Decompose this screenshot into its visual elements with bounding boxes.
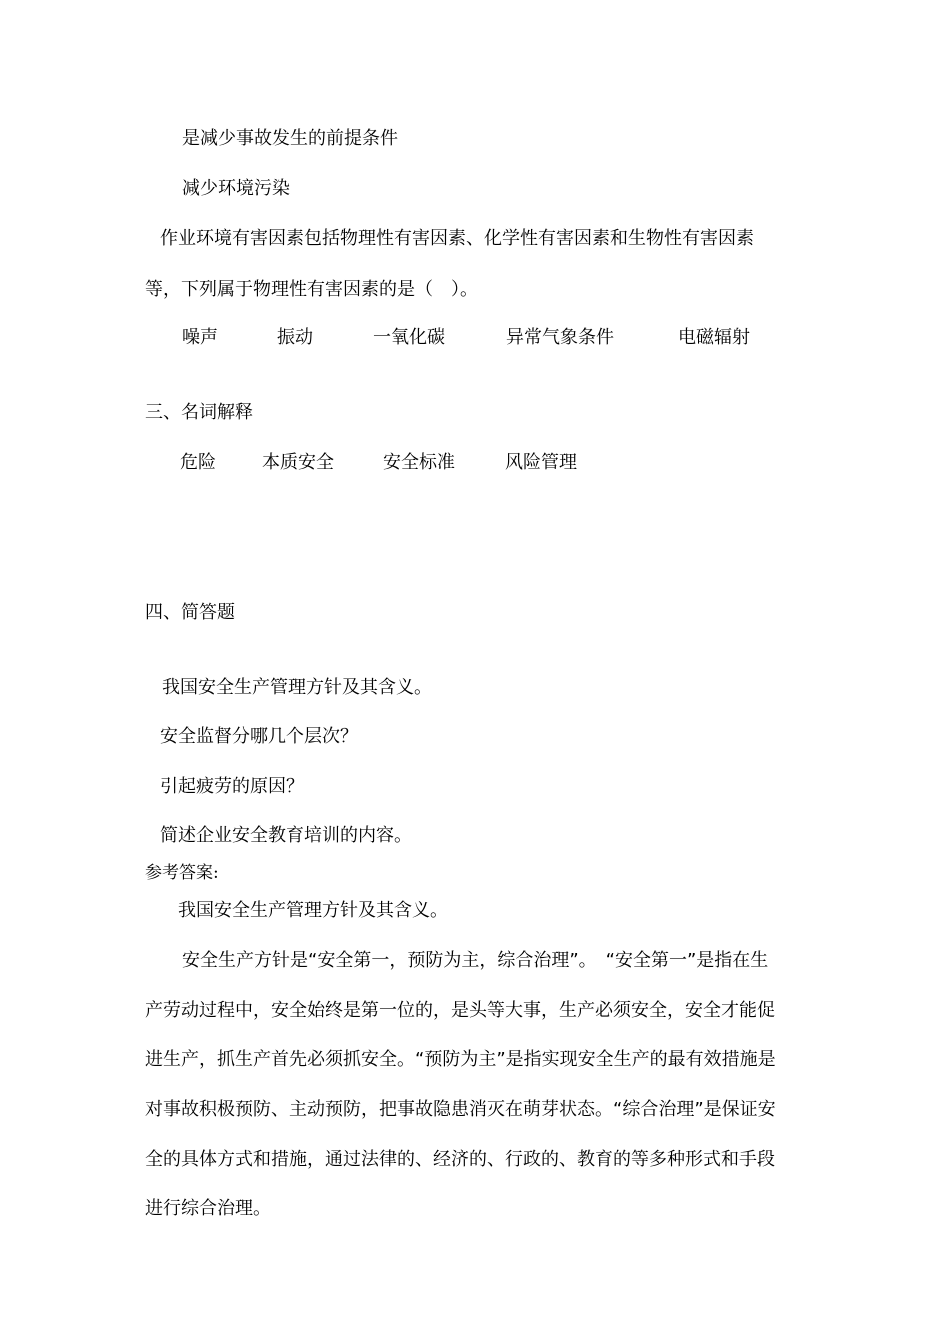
term-danger: 危险 — [180, 452, 216, 473]
short-question-1: 我国安全生产管理方针及其含义。 — [162, 677, 432, 698]
answer-1-title: 我国安全生产管理方针及其含义。 — [178, 900, 448, 921]
answer-1-line-4: 对事故积极预防、主动预防，把事故隐患消灭在萌芽状态。“综合治理”是保证安 — [145, 1099, 776, 1120]
option-carbon-monoxide: 一氧化碳 — [373, 327, 445, 348]
answer-1-line-3: 进生产，抓生产首先必须抓安全。“预防为主”是指实现安全生产的最有效措施是 — [145, 1049, 776, 1070]
answer-1-line-6: 进行综合治理。 — [145, 1198, 271, 1219]
option-electromagnetic-radiation: 电磁辐射 — [678, 327, 750, 348]
term-intrinsic-safety: 本质安全 — [262, 452, 334, 473]
short-question-3: 引起疲劳的原因？ — [160, 776, 304, 797]
option-noise: 噪声 — [182, 327, 218, 348]
option-abnormal-weather: 异常气象条件 — [506, 327, 614, 348]
section-3-heading: 三、名词解释 — [145, 402, 253, 423]
answer-1-line-5: 全的具体方式和措施，通过法律的、经济的、行政的、教育的等多种形式和手段 — [145, 1149, 775, 1170]
term-risk-management: 风险管理 — [505, 452, 577, 473]
answer-1-line-2: 产劳动过程中，安全始终是第一位的，是头等大事，生产必须安全，安全才能促 — [145, 1000, 775, 1021]
option-d-text: 减少环境污染 — [182, 178, 290, 199]
term-safety-standard: 安全标准 — [383, 452, 455, 473]
question-stem-line-2: 等，下列属于物理性有害因素的是（ ）。 — [145, 279, 478, 300]
answer-1-line-1: 安全生产方针是“安全第一，预防为主，综合治理”。 “安全第一”是指在生 — [182, 950, 769, 971]
answers-label: 参考答案: — [145, 863, 219, 883]
short-question-4: 简述企业安全教育培训的内容。 — [160, 825, 412, 846]
section-4-heading: 四、简答题 — [145, 602, 235, 623]
short-question-2: 安全监督分哪几个层次？ — [160, 726, 358, 747]
option-vibration: 振动 — [277, 327, 313, 348]
question-stem-line-1: 作业环境有害因素包括物理性有害因素、化学性有害因素和生物性有害因素 — [160, 228, 754, 249]
option-c-text: 是减少事故发生的前提条件 — [182, 128, 398, 149]
